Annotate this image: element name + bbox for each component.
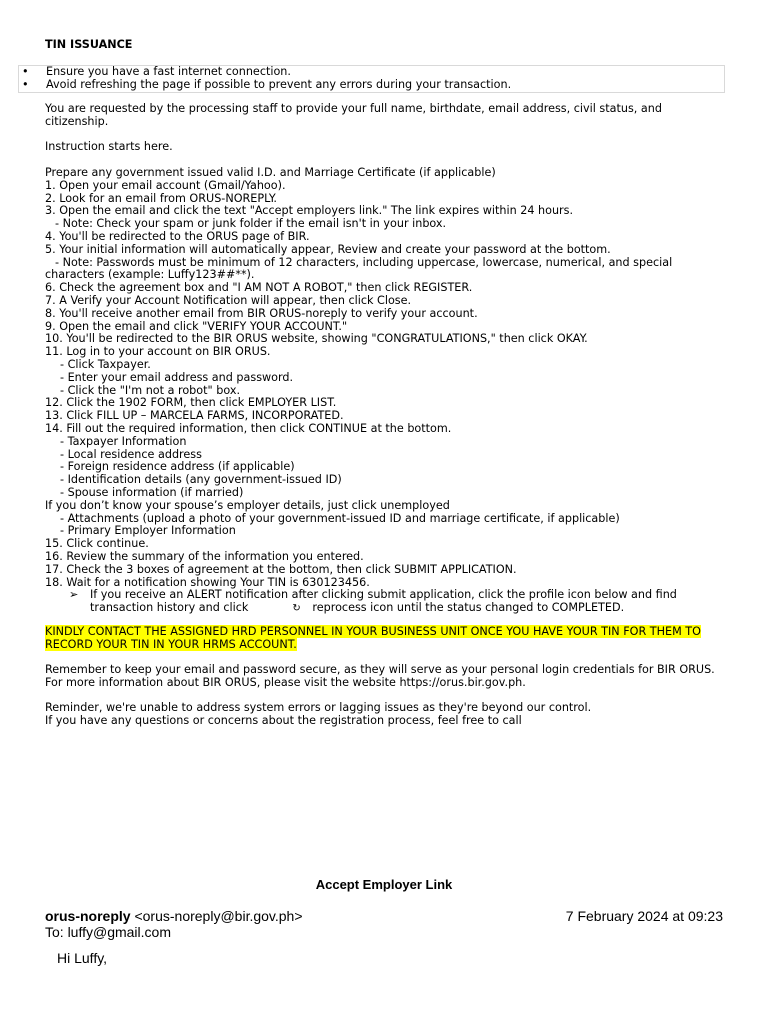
step-14-sub: - Taxpayer Information: [60, 434, 187, 448]
instruction-steps: [45, 167, 725, 616]
step-11-sub: - Click Taxpayer.: [60, 357, 151, 371]
step-14-sub: - Attachments (upload a photo of your government-issued ID and marriage certificate, if applicable): [60, 511, 620, 525]
document-title: TIN ISSUANCE: [45, 38, 133, 51]
sender-address: <orus-noreply@bir.gov.ph>: [134, 908, 303, 924]
step-5: 5. Your initial information will automatically appear, Review and create your password at the bottom.: [45, 242, 611, 256]
step-4: 4. You'll be redirected to the ORUS page of BIR.: [45, 229, 310, 243]
step-14-sub: - Identification details (any government-issued ID): [60, 473, 342, 487]
email-date: 7 February 2024 at 09:23: [565, 908, 723, 924]
spouse-note: If you don’t know your spouse’s employer details, just click unemployed: [45, 498, 450, 512]
email-greeting: Hi Luffy,: [57, 950, 108, 966]
step-11: 11. Log in to your account on BIR ORUS.: [45, 345, 271, 359]
step-2: 2. Look for an email from ORUS-NOREPLY.: [45, 191, 277, 205]
step-9: 9. Open the email and click "VERIFY YOUR ACCOUNT.": [45, 319, 348, 333]
step-3-note: - Note: Check your spam or junk folder if the email isn't in your inbox.: [55, 217, 447, 231]
instruction-start: Instruction starts here.: [45, 140, 173, 153]
step-3: 3. Open the email and click the text "Accept employers link." The link expires within 24 hours.: [45, 204, 574, 218]
hrd-notice: KINDLY CONTACT THE ASSIGNED HRD PERSONNEL IN YOUR BUSINESS UNIT ONCE YOU HAVE YOUR TIN FOR THEM TO RECORD YOUR TIN IN YOUR HRMS ACCOUNT.: [45, 625, 701, 651]
email-header: [45, 908, 723, 940]
prepare-text: Prepare any government issued valid I.D. and Marriage Certificate (if applicable): [45, 166, 496, 179]
step-17: 17. Check the 3 boxes of agreement at the bottom, then click SUBMIT APPLICATION.: [45, 562, 517, 576]
step-8: 8. You'll receive another email from BIR ORUS-noreply to verify your account.: [45, 306, 478, 320]
step-14-sub: - Spouse information (if married): [60, 485, 244, 499]
alert-text-1: If you receive an ALERT notification after clicking submit application, click the profile icon below and find transaction history and click: [90, 588, 677, 615]
step-14-sub: - Local residence address: [60, 447, 202, 461]
arrow-bullet-icon: ➢: [69, 588, 79, 602]
step-18: 18. Wait for a notification showing Your TIN is 630123456.: [45, 575, 370, 589]
questions-text: If you have any questions or concerns about the registration process, feel free to call: [45, 713, 522, 727]
sender-name: orus-noreply: [45, 908, 131, 924]
tip-item: • Ensure you have a fast internet connection.: [19, 66, 724, 79]
email-recipient: To: luffy@gmail.com: [45, 924, 171, 940]
step-10: 10. You'll be redirected to the BIR ORUS website, showing "CONGRATULATIONS," then click OKAY.: [45, 332, 588, 346]
step-1: 1. Open your email account (Gmail/Yahoo).: [45, 178, 286, 192]
step-14: 14. Fill out the required information, then click CONTINUE at the bottom.: [45, 421, 452, 435]
step-11-sub: - Enter your email address and password.: [60, 370, 294, 384]
alert-note: [45, 589, 725, 616]
tip-item: • Avoid refreshing the page if possible to prevent any errors during your transaction.: [19, 79, 724, 92]
alert-text-2: reprocess icon until the status changed to COMPLETED.: [312, 601, 625, 615]
remember-paragraph: Remember to keep your email and password secure, as they will serve as your personal login credentials for BIR ORUS. For more information about BIR ORUS, please visit the website https://orus.bir.gov.ph.: [45, 663, 715, 689]
tips-list: [18, 65, 725, 93]
step-5-note: - Note: Passwords must be minimum of 12 characters, including uppercase, lowercase, numerical, and special characters (example: Luffy123##**).: [45, 255, 673, 282]
step-16: 16. Review the summary of the information you entered.: [45, 549, 364, 563]
intro-paragraph: You are requested by the processing staff to provide your full name, birthdate, email address, civil status, and citizenship.: [45, 102, 662, 128]
step-7: 7. A Verify your Account Notification will appear, then click Close.: [45, 293, 412, 307]
refresh-icon: ↻: [292, 603, 301, 615]
step-14-sub: - Primary Employer Information: [60, 524, 236, 538]
step-13: 13. Click FILL UP – MARCELA FARMS, INCORPORATED.: [45, 409, 344, 423]
reminder-text: Reminder, we're unable to address system errors or lagging issues as they're beyond our control.: [45, 701, 592, 714]
step-15: 15. Click continue.: [45, 537, 149, 551]
step-11-sub: - Click the "I'm not a robot" box.: [60, 383, 240, 397]
email-subject: Accept Employer Link: [315, 877, 453, 892]
step-12: 12. Click the 1902 FORM, then click EMPLOYER LIST.: [45, 396, 337, 410]
step-14-sub: - Foreign residence address (if applicable): [60, 460, 295, 474]
step-6: 6. Check the agreement box and "I AM NOT A ROBOT," then click REGISTER.: [45, 281, 473, 295]
reminder-paragraph: [45, 702, 725, 728]
